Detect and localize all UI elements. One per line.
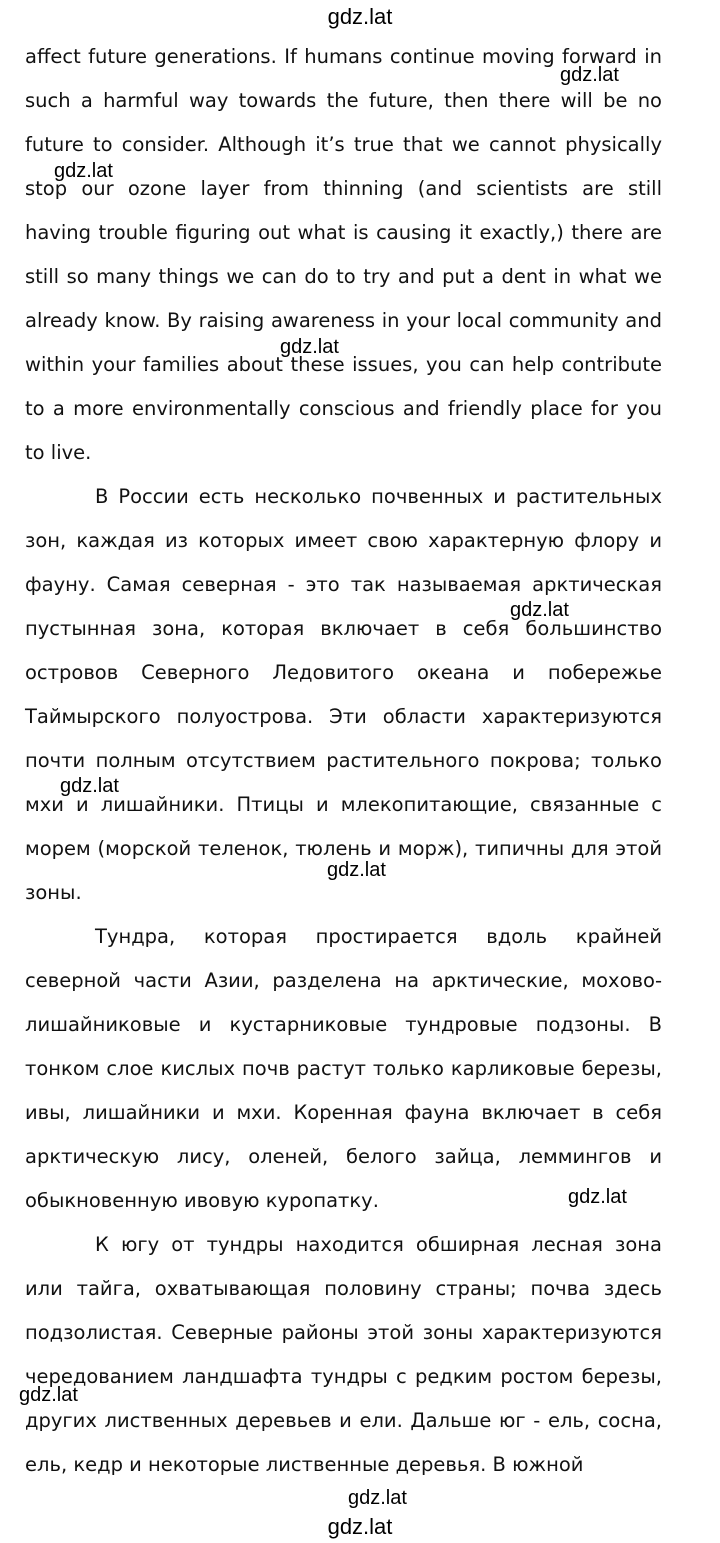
paragraph-taiga: К югу от тундры находится обширная лесная зона или тайга, охватывающая половину страны; почва здесь подзолистая. Северные районы этой зоны характеризуются чередованием ландшафта тундры с редким ростом березы, других лиственных деревьев и ели. Дальше юг - ель, сосна, ель, кедр и некоторые лиственные деревья. В южной: [25, 1233, 662, 1476]
paragraph-english: affect future generations. If humans continue moving forward in such a harmful way towards the future, then there will be no future to consider. Although it’s true that we cannot physically stop our ozone layer from thinning (and scientists are still having trouble figuring out what is causing it exactly,) there are still so many things we can do to try and put a dent in what we already know. By raising awareness in your local community and within your families about these issues, you can help contribute to a more environmentally conscious and friendly place for you to live.: [25, 45, 662, 464]
watermark: gdz.lat: [60, 775, 119, 797]
watermark: gdz.lat: [510, 599, 569, 621]
watermark: gdz.lat: [568, 1186, 627, 1208]
paragraph-zones-intro: В России есть несколько почвенных и растительных зон, каждая из которых имеет свою характерную флору и фауну. Самая северная - это так называемая арктическая пустынная зона, которая включает в себя большинство островов Северного Ледовитого океана и побережье Таймырского полуострова. Эти области характеризуются почти полным отсутствием растительного покрова; только мхи и лишайники. Птицы и млекопитающие, связанные с морем (морской теленок, тюлень и морж), типичны для этой зоны.: [25, 485, 662, 904]
site-header: gdz.lat: [327, 4, 393, 29]
watermark: gdz.lat: [348, 1487, 407, 1509]
site-footer: gdz.lat: [327, 1514, 393, 1539]
watermark: gdz.lat: [327, 859, 386, 881]
watermark: gdz.lat: [54, 160, 113, 182]
watermark: gdz.lat: [560, 64, 619, 86]
paragraph-tundra: Тундра, которая простирается вдоль крайней северной части Азии, разделена на арктические, мохово-лишайниковые и кустарниковые тундровые подзоны. В тонком слое кислых почв растут только карликовые березы, ивы, лишайники и мхи. Коренная фауна включает в себя арктическую лису, оленей, белого зайца, леммингов и обыкновенную ивовую куропатку.: [25, 925, 662, 1212]
document-body: [25, 35, 662, 1487]
watermark: gdz.lat: [19, 1384, 78, 1406]
watermark: gdz.lat: [280, 336, 339, 358]
